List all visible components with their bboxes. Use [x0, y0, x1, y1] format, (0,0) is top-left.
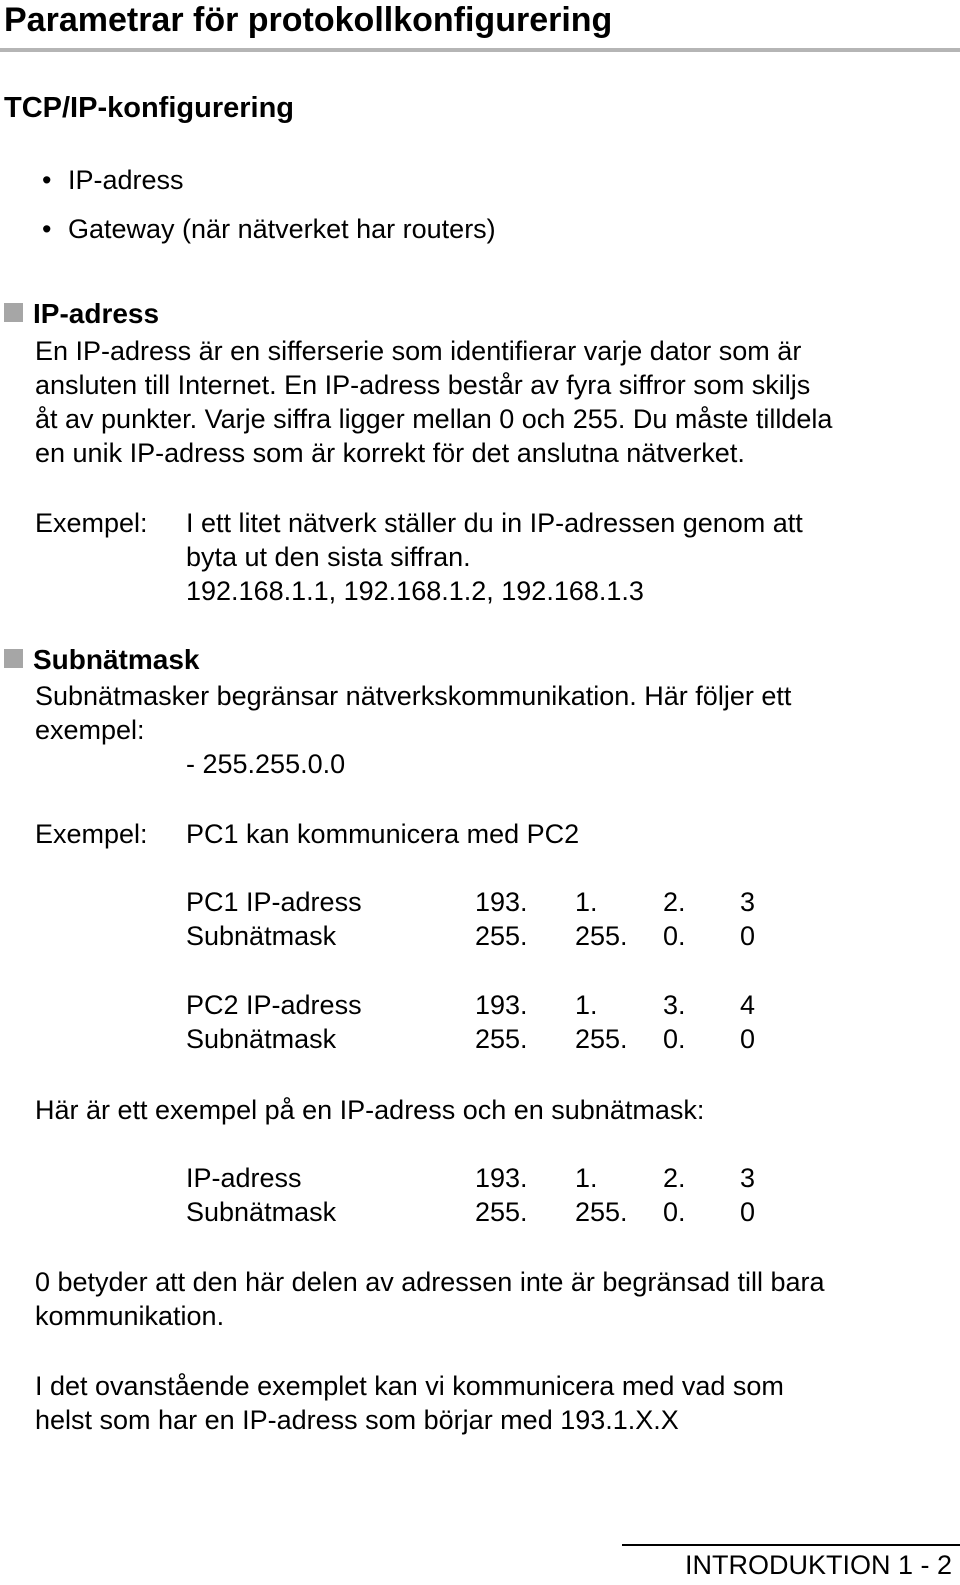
ip-heading-text: IP-adress [33, 298, 160, 329]
address-row [0, 885, 960, 919]
octet: 193. [475, 887, 528, 917]
ip-paragraph-line: En IP-adress är en sifferserie som identifierar varje dator som är [35, 336, 802, 366]
square-bullet-icon [4, 303, 23, 322]
subnet-heading-text: Subnätmask [33, 644, 200, 675]
octet: 0. [663, 1024, 686, 1054]
octet: 1. [575, 887, 598, 917]
note-line: kommunikation. [35, 1301, 225, 1331]
address-row [0, 1195, 960, 1229]
page-footer: INTRODUKTION 1 - 2 [684, 1550, 952, 1580]
octet: 3. [663, 990, 686, 1020]
footer-divider [622, 1544, 960, 1546]
row-label: PC1 IP-adress [186, 887, 362, 917]
octet: 0. [663, 1197, 686, 1227]
subnet-paragraph-line: exempel: [35, 715, 145, 745]
subnet-paragraph-line: Subnätmasker begränsar nätverkskommunikation. Här följer ett [35, 681, 792, 711]
address-row [0, 919, 960, 953]
square-bullet-icon [4, 649, 23, 668]
octet: 3 [740, 887, 756, 917]
octet: 4 [740, 990, 756, 1020]
ip-paragraph-line: åt av punkter. Varje siffra ligger mellan 0 och 255. Du måste tilldela [35, 404, 833, 434]
row-label: Subnätmask [186, 1024, 337, 1054]
row-label: Subnätmask [186, 921, 337, 951]
octet: 255. [475, 1024, 528, 1054]
address-row [0, 988, 960, 1022]
ip-paragraph-line: ansluten till Internet. En IP-adress består av fyra siffror som skiljs [35, 370, 811, 400]
ip-example-line: byta ut den sista siffran. [186, 542, 471, 572]
subnet-mask-example: - 255.255.0.0 [186, 749, 346, 779]
octet: 193. [475, 1163, 528, 1193]
section-title: TCP/IP-konfigurering [4, 92, 294, 124]
octet: 0 [740, 1197, 756, 1227]
note-line: helst som har en IP-adress som börjar med 193.1.X.X [35, 1405, 679, 1435]
octet: 0 [740, 921, 756, 951]
octet: 193. [475, 990, 528, 1020]
note-line: 0 betyder att den här delen av adressen inte är begränsad till bara [35, 1267, 825, 1297]
bullet-icon: • [42, 214, 52, 244]
octet: 1. [575, 990, 598, 1020]
subnet-example-text: PC1 kan kommunicera med PC2 [186, 819, 580, 849]
example2-intro: Här är ett exempel på en IP-adress och en subnätmask: [35, 1095, 705, 1125]
page-title: Parametrar för protokollkonfigurering [4, 1, 613, 39]
ip-example-line: 192.168.1.1, 192.168.1.2, 192.168.1.3 [186, 576, 644, 606]
bullet-item [42, 163, 184, 197]
address-row [0, 1022, 960, 1056]
bullet-item [42, 212, 496, 246]
octet: 1. [575, 1163, 598, 1193]
octet: 3 [740, 1163, 756, 1193]
octet: 255. [575, 1024, 628, 1054]
address-row [0, 1161, 960, 1195]
octet: 2. [663, 1163, 686, 1193]
octet: 255. [575, 921, 628, 951]
ip-example-label: Exempel: [35, 508, 148, 538]
ip-heading [4, 297, 159, 331]
row-label: IP-adress [186, 1163, 302, 1193]
octet: 0 [740, 1024, 756, 1054]
row-label: PC2 IP-adress [186, 990, 362, 1020]
note-line: I det ovanstående exemplet kan vi kommunicera med vad som [35, 1371, 784, 1401]
ip-example-line: I ett litet nätverk ställer du in IP-adressen genom att [186, 508, 803, 538]
subnet-example-label: Exempel: [35, 819, 148, 849]
octet: 0. [663, 921, 686, 951]
subnet-heading [4, 643, 200, 677]
octet: 255. [475, 921, 528, 951]
bullet-icon: • [42, 165, 52, 195]
bullet-text: IP-adress [68, 165, 184, 195]
title-divider [0, 48, 960, 52]
octet: 255. [575, 1197, 628, 1227]
octet: 255. [475, 1197, 528, 1227]
ip-paragraph-line: en unik IP-adress som är korrekt för det anslutna nätverket. [35, 438, 745, 468]
row-label: Subnätmask [186, 1197, 337, 1227]
bullet-text: Gateway (när nätverket har routers) [68, 214, 496, 244]
octet: 2. [663, 887, 686, 917]
